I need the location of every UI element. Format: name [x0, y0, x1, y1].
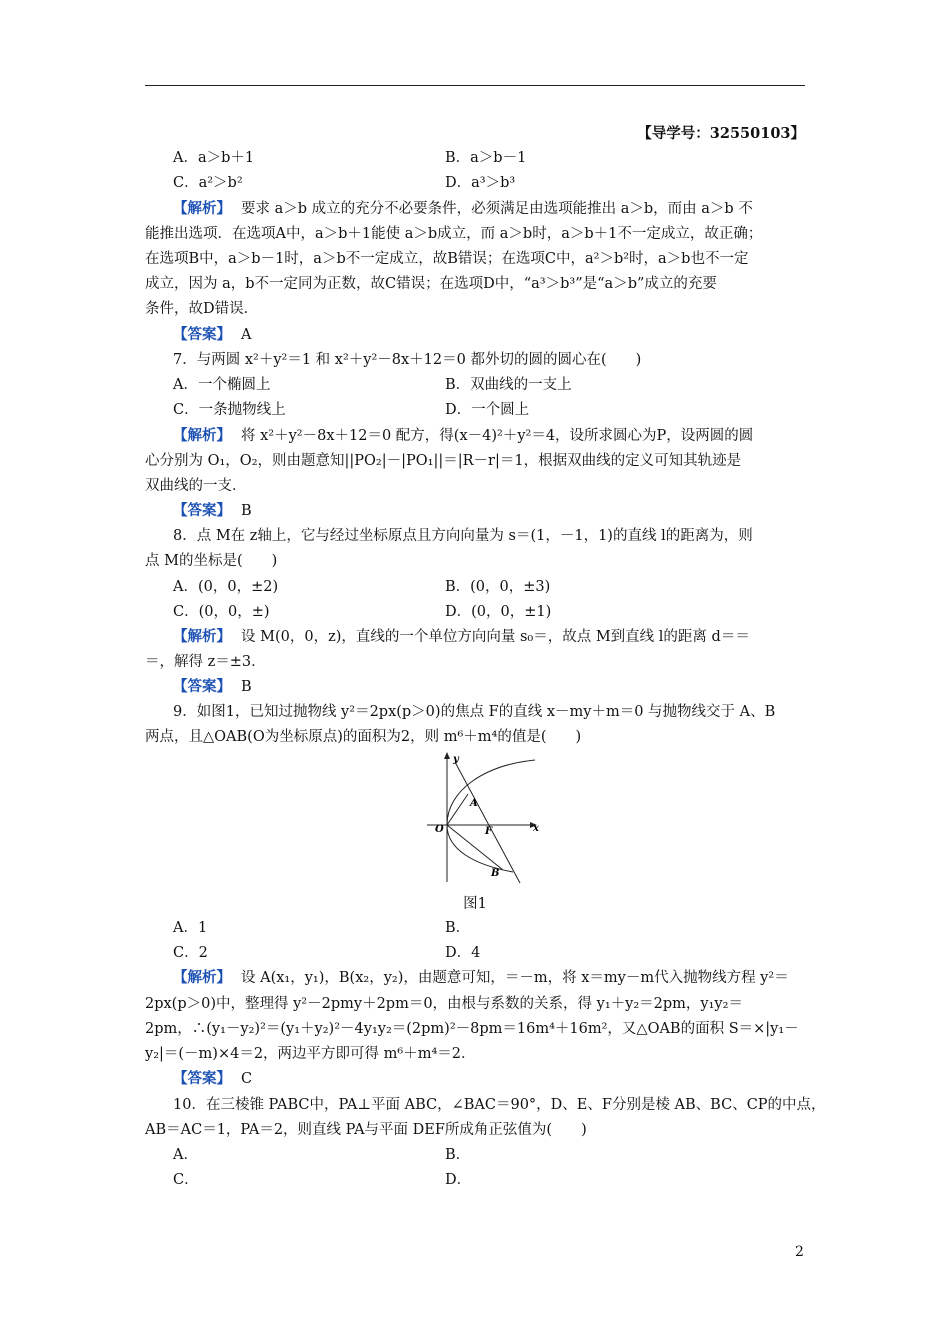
label-b: B: [491, 868, 500, 879]
q7-option-a: A．一个椭圆上: [173, 377, 271, 393]
q9-analysis-line: 2px(p＞0)中，整理得 y²－2pmy＋2pm＝0，由根与系数的关系，得 y₁＋y₂＝2pm，y₁y₂＝: [145, 996, 743, 1012]
q9-analysis-line: [173, 968, 838, 988]
q9-stem: 9．如图1，已知过抛物线 y²＝2px(p＞0)的焦点 F的直线 x－my＋m＝0 与抛物线交于 A、B: [173, 704, 776, 720]
q8-analysis-line: [173, 627, 838, 647]
segment-ob: [447, 825, 503, 870]
q7-option-b: B．双曲线的一支上: [445, 377, 572, 393]
q10-stem: AB＝AC＝1，PA＝2，则直线 PA与平面 DEF所成角正弦值为( ): [145, 1122, 587, 1138]
q8-option-d: D．(0，0，±1): [445, 604, 552, 620]
q9-stem: 两点，且△OAB(O为坐标原点)的面积为2，则 m⁶＋m⁴的值是( ): [145, 729, 582, 745]
analysis-text: 设 M(0，0，z)，直线的一个单位方向向量 s₀＝，故点 M到直线 l的距离 d＝＝: [241, 629, 750, 645]
q9-analysis-line: y₂|＝(－m)×4＝2，两边平方即可得 m⁶＋m⁴＝2．: [145, 1046, 476, 1062]
y-axis-arrow: [444, 752, 450, 759]
label-o: O: [435, 824, 444, 835]
analysis-tag: 【解析】: [173, 628, 231, 645]
analysis-tag: 【解析】: [173, 427, 231, 444]
analysis-text: 要求 a＞b 成立的充分不必要条件，必须满足由选项能推出 a＞b，而由 a＞b 不: [241, 201, 753, 217]
q8-analysis-line: ＝，解得 z＝±3．: [145, 654, 266, 670]
guide-number: 【导学号：32550103】: [637, 125, 805, 142]
q6-analysis-line: 成立，因为 a，b不一定同为正数，故C错误；在选项D中，“a³＞b³”是“a＞b”成立的充要: [145, 276, 717, 292]
q6-option-c: C．a²＞b²: [173, 175, 243, 191]
q10-stem: 10．在三棱锥 PABC中，PA⊥平面 ABC，∠BAC＝90°，D、E、F分别是棱 AB、BC、CP的中点，: [173, 1097, 826, 1113]
answer-tag: 【答案】: [173, 502, 231, 519]
analysis-tag: 【解析】: [173, 969, 231, 986]
answer-value: C: [241, 1071, 253, 1087]
q7-option-d: D．一个圆上: [445, 402, 530, 418]
answer-tag: 【答案】: [173, 1070, 231, 1087]
header-rule: [145, 85, 805, 86]
answer-tag: 【答案】: [173, 326, 231, 343]
q10-option-c: C．: [173, 1172, 199, 1188]
q7-analysis-line: 双曲线的一支．: [145, 478, 247, 494]
q8-stem: 8．点 M在 z轴上，它与经过坐标原点且方向向量为 s＝(1，－1，1)的直线 l的距离为，则: [173, 528, 753, 544]
segment-oa: [447, 794, 468, 825]
q6-option-a: A．a＞b＋1: [173, 150, 255, 166]
q6-analysis-line: 条件，故D错误．: [145, 301, 259, 317]
q7-stem: 7．与两圆 x²＋y²＝1 和 x²＋y²－8x＋12＝0 都外切的圆的圆心在( ): [173, 352, 642, 368]
q8-option-c: C．(0，0，±): [173, 604, 270, 620]
q9-answer: [173, 1069, 838, 1089]
q9-option-a: A．1: [173, 920, 208, 936]
parabola-figure: [425, 750, 545, 885]
figure-caption: 图1: [463, 896, 487, 912]
q6-answer: [173, 325, 838, 345]
label-y: y: [453, 754, 459, 765]
answer-value: B: [241, 679, 252, 695]
q6-option-b: B．a＞b－1: [445, 150, 527, 166]
answer-value: B: [241, 503, 252, 519]
q7-option-c: C．一条抛物线上: [173, 402, 286, 418]
analysis-text: 将 x²＋y²－8x＋12＝0 配方，得(x－4)²＋y²＝4，设所求圆心为P，设两圆的圆: [241, 428, 754, 444]
q10-option-b: B．: [445, 1147, 471, 1163]
label-f: F: [485, 826, 493, 837]
q6-analysis-line: 能推出选项．在选项A中，a＞b＋1能使 a＞b成立，而 a＞b时，a＞b＋1不一定成立，故正确；: [145, 226, 763, 242]
q6-option-d: D．a³＞b³: [445, 175, 516, 191]
q6-analysis-line: [173, 199, 838, 219]
q9-analysis-line: 2pm，∴(y₁－y₂)²＝(y₁＋y₂)²－4y₁y₂＝(2pm)²－8pm＝16m⁴＋16m²，又△OAB的面积 S＝×|y₁－: [145, 1021, 799, 1037]
focal-line: [455, 762, 520, 883]
answer-tag: 【答案】: [173, 678, 231, 695]
q9-option-d: D．4: [445, 945, 481, 961]
q8-answer: [173, 677, 838, 697]
label-x: x: [533, 823, 539, 834]
q8-option-a: A．(0，0，±2): [173, 579, 279, 595]
q9-option-c: C．2: [173, 945, 208, 961]
label-a: A: [470, 798, 478, 809]
q8-option-b: B．(0，0，±3): [445, 579, 551, 595]
parabola-curve: [447, 760, 535, 872]
analysis-text: 设 A(x₁，y₁)，B(x₂，y₂)，由题意可知，＝－m，将 x＝my－m代入抛物线方程 y²＝: [241, 970, 789, 986]
page-number: 2: [795, 1244, 804, 1260]
q9-option-b: B．: [445, 920, 471, 936]
answer-value: A: [241, 327, 252, 343]
q10-option-d: D．: [445, 1172, 472, 1188]
q7-analysis-line: 心分别为 O₁，O₂，则由题意知||PO₂|－|PO₁||＝|R－r|＝1，根据双曲线的定义可知其轨迹是: [145, 453, 742, 469]
q8-stem: 点 M的坐标是( ): [145, 553, 278, 569]
q10-option-a: A．: [173, 1147, 198, 1163]
analysis-tag: 【解析】: [173, 200, 231, 217]
q7-analysis-line: [173, 426, 838, 446]
q7-answer: [173, 501, 838, 521]
q6-analysis-line: 在选项B中，a＞b－1时，a＞b不一定成立，故B错误；在选项C中，a²＞b²时，a＞b也不一定: [145, 251, 749, 267]
